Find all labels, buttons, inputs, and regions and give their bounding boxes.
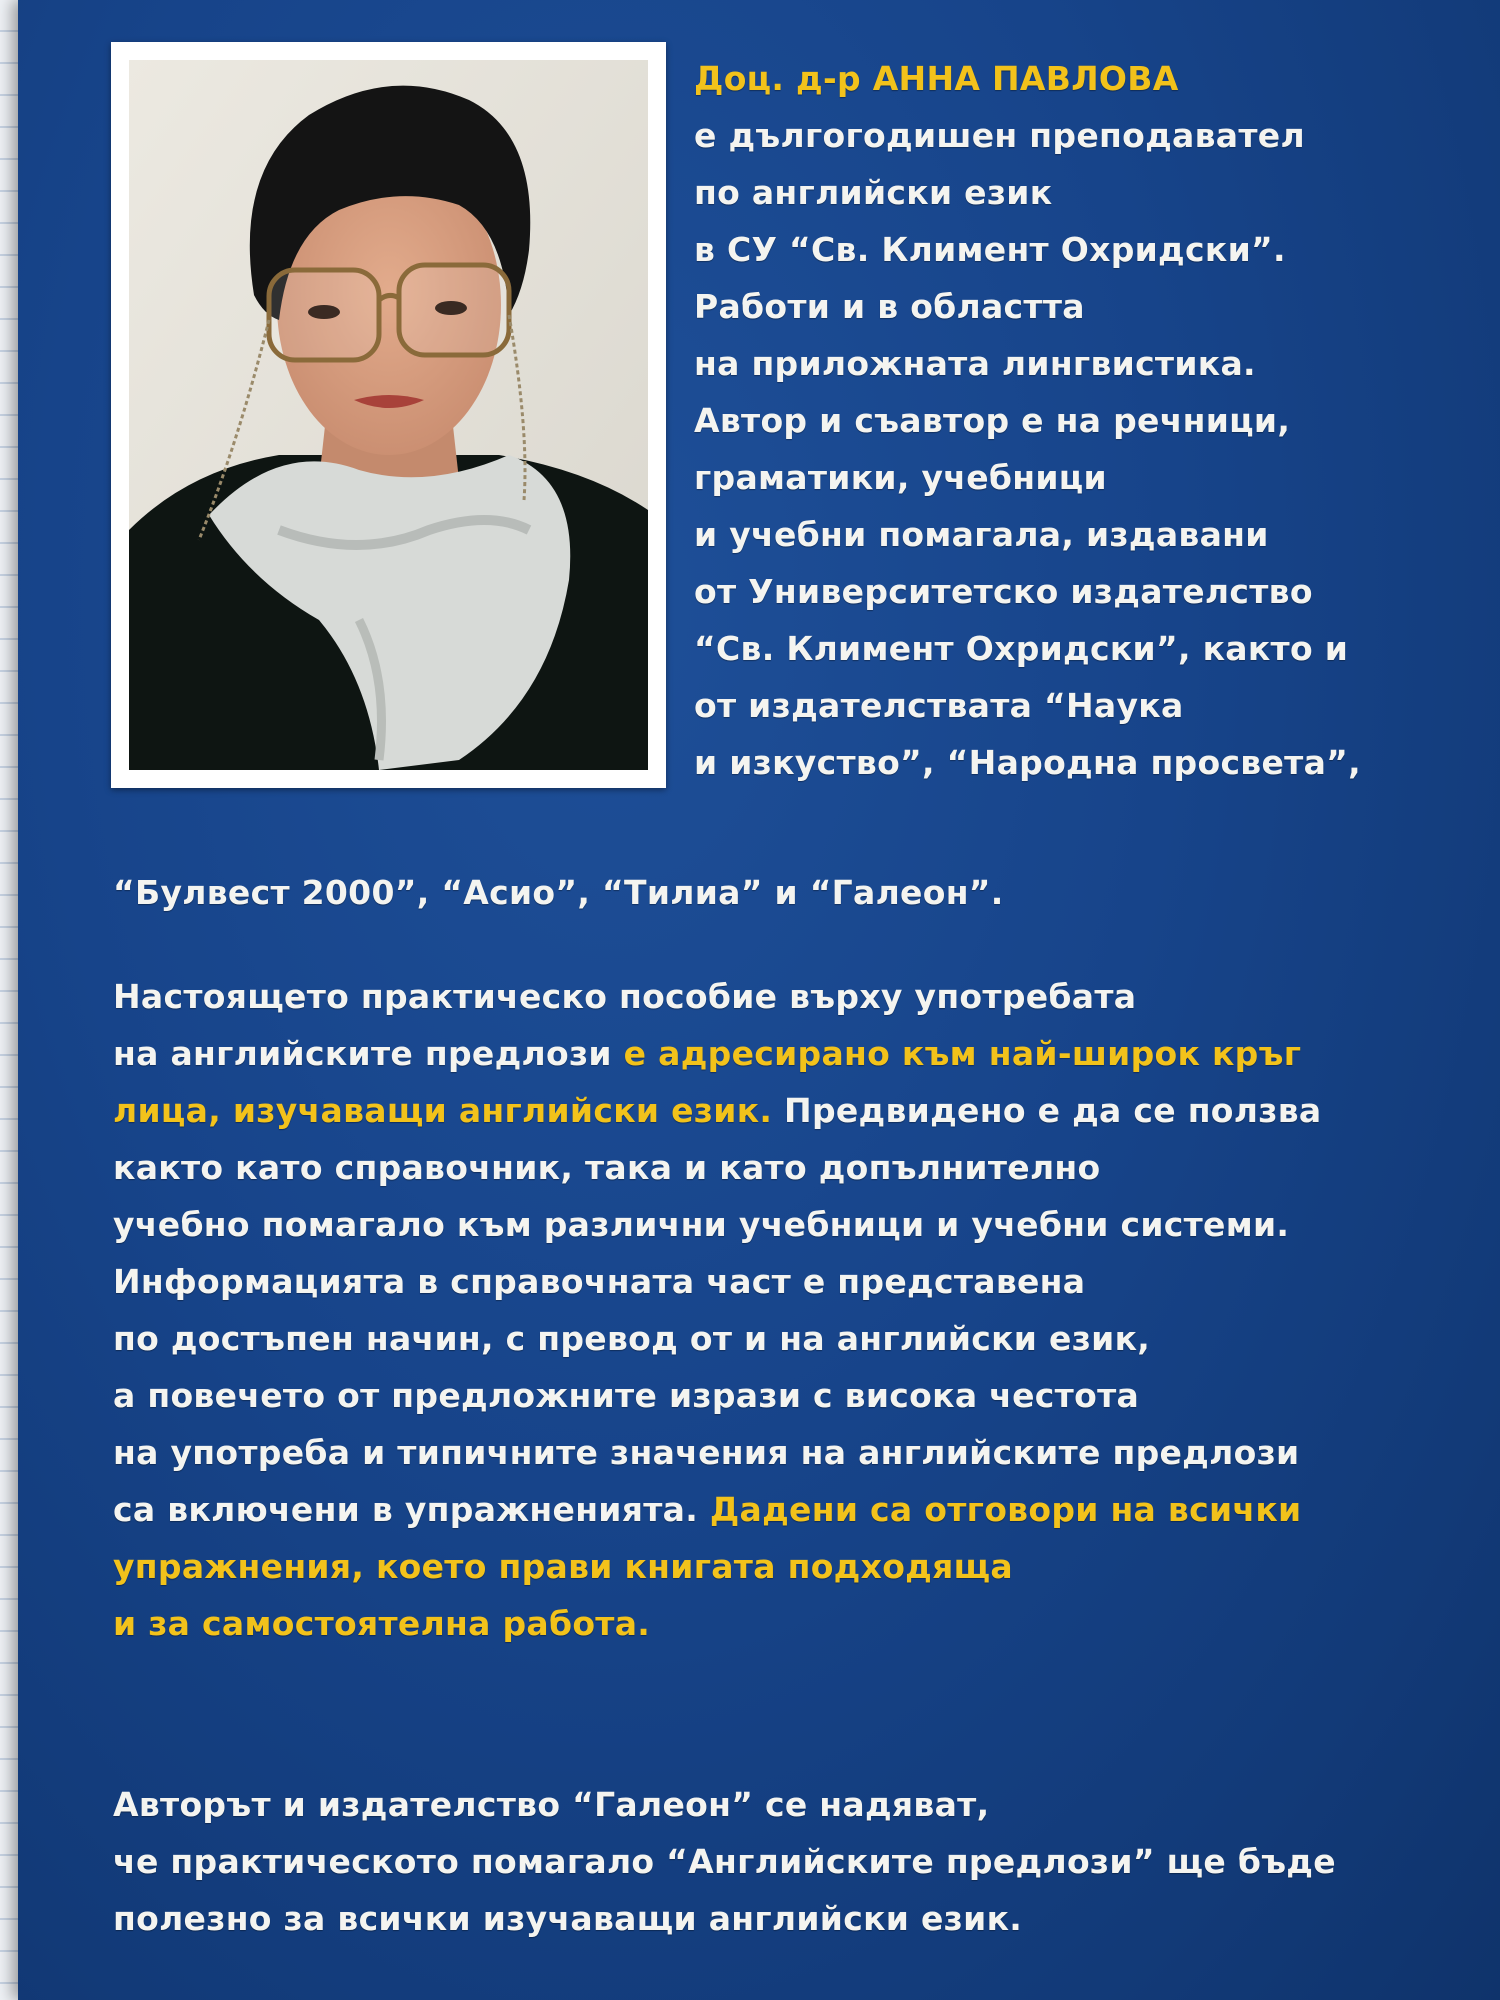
bio-tail-line: “Булвест 2000”, “Асио”, “Тилиа” и “Галеон”.	[113, 873, 1004, 912]
closing-paragraph	[113, 1776, 1336, 1947]
book-description	[113, 968, 1321, 1652]
description-line	[113, 1025, 1321, 1082]
description-line: а повечето от предложните изрази с висока честота	[113, 1376, 1140, 1415]
description-line: както като справочник, така и като допълнително	[113, 1148, 1101, 1187]
bio-line: на приложната лингвистика.	[694, 344, 1256, 383]
description-line	[113, 1082, 1321, 1139]
description-line: Информацията в справочната част е представена	[113, 1262, 1086, 1301]
author-bio	[694, 50, 1361, 791]
description-line	[113, 1481, 1321, 1538]
bio-line: по английски език	[694, 173, 1053, 212]
author-photo-frame	[111, 42, 666, 788]
bio-line: от издателствата “Наука	[694, 686, 1184, 725]
bio-line: в СУ “Св. Климент Охридски”.	[694, 230, 1286, 269]
description-line: Настоящето практическо пособие върху употребата	[113, 977, 1137, 1016]
description-text: са включени в упражненията.	[113, 1490, 710, 1529]
bio-line: Автор и съавтор е на речници,	[694, 401, 1291, 440]
description-line: учебно помагало към различни учебници и учебни системи.	[113, 1205, 1290, 1244]
bio-line: Работи и в областта	[694, 287, 1085, 326]
book-back-cover	[18, 0, 1500, 2000]
publishers-line	[113, 864, 1004, 921]
closing-line: че практическото помагало “Английските предлози” ще бъде	[113, 1842, 1336, 1881]
bio-line: и учебни помагала, издавани	[694, 515, 1269, 554]
bio-line: “Св. Климент Охридски”, както и	[694, 629, 1349, 668]
closing-line: Авторът и издателство “Галеон” се надяват,	[113, 1785, 990, 1824]
author-photo	[129, 60, 648, 770]
description-highlight: лица, изучаващи английски език.	[113, 1091, 773, 1130]
paper-edge	[0, 0, 18, 2000]
author-name: Доц. д-р АННА ПАВЛОВА	[694, 59, 1179, 98]
description-highlight: Дадени са отговори на всички	[709, 1490, 1302, 1529]
description-text: Предвидено е да се ползва	[772, 1091, 1322, 1130]
description-line: и за самостоятелна работа.	[113, 1604, 651, 1643]
description-line: упражнения, което прави книгата подходяща	[113, 1547, 1013, 1586]
bio-line: и изкуство”, “Народна просвета”,	[694, 743, 1361, 782]
bio-line: от Университетско издателство	[694, 572, 1313, 611]
author-portrait-image	[129, 60, 648, 770]
bio-line: граматики, учебници	[694, 458, 1107, 497]
bio-line: е дългогодишен преподавател	[694, 116, 1305, 155]
description-line: по достъпен начин, с превод от и на английски език,	[113, 1319, 1151, 1358]
description-line: на употреба и типичните значения на английските предлози	[113, 1433, 1300, 1472]
description-text: на английските предлози	[113, 1034, 624, 1073]
closing-line: полезно за всички изучаващи английски език.	[113, 1899, 1023, 1938]
description-highlight: е адресирано към най-широк кръг	[623, 1034, 1302, 1073]
